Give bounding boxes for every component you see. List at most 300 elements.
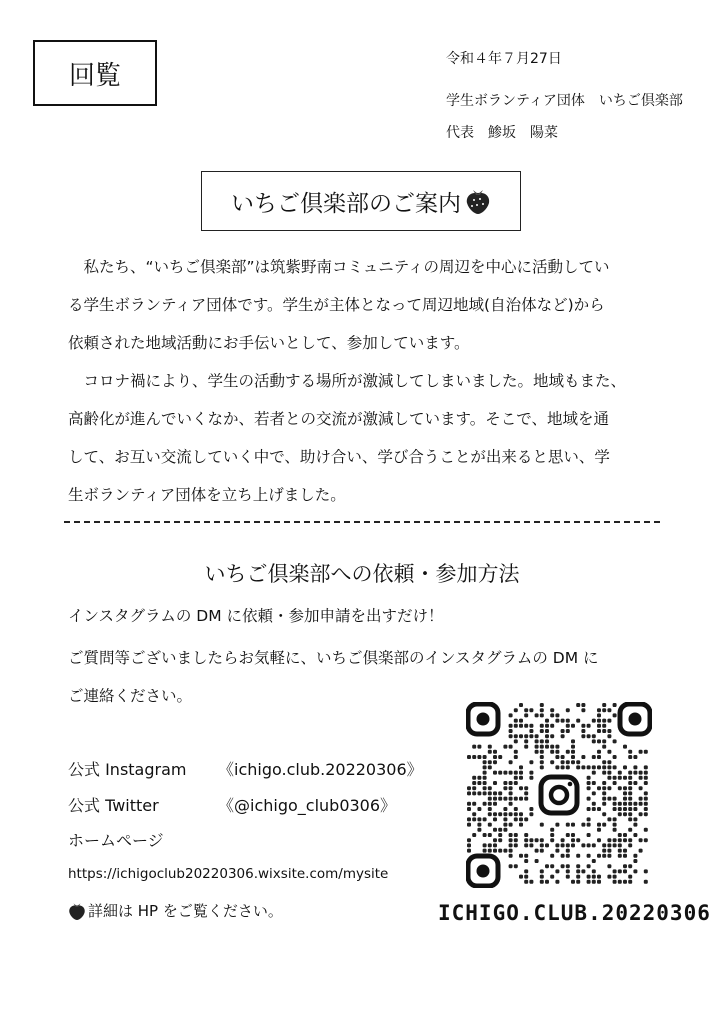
qr-module <box>514 771 518 775</box>
qr-module <box>587 765 591 769</box>
qr-module <box>566 843 570 847</box>
qr-module <box>613 713 617 717</box>
qr-module <box>472 812 476 816</box>
qr-module <box>467 807 471 811</box>
qr-module <box>483 781 487 785</box>
qr-module <box>483 791 487 795</box>
qr-module <box>597 807 601 811</box>
qr-module <box>540 755 544 759</box>
qr-module <box>524 734 528 738</box>
qr-module <box>618 786 622 790</box>
qr-module <box>498 797 502 801</box>
qr-module <box>472 791 476 795</box>
qr-module <box>613 875 617 879</box>
instagram-icon <box>537 773 581 817</box>
qr-module <box>628 812 632 816</box>
qr-module <box>602 849 606 853</box>
qr-module <box>535 838 539 842</box>
qr-module <box>519 771 523 775</box>
qr-module <box>498 828 502 832</box>
qr-module <box>503 786 507 790</box>
qr-module <box>587 843 591 847</box>
qr-module <box>483 817 487 821</box>
qr-module <box>550 713 554 717</box>
qr-module <box>628 817 632 821</box>
qr-module <box>613 755 617 759</box>
qr-module <box>602 786 606 790</box>
qr-module <box>597 880 601 884</box>
qr-module <box>571 724 575 728</box>
qr-module <box>529 771 533 775</box>
qr-module <box>524 838 528 842</box>
qr-module <box>581 708 585 712</box>
homepage-label: ホームページ <box>68 831 164 850</box>
qr-module <box>602 703 606 707</box>
qr-module <box>607 771 611 775</box>
qr-module <box>618 812 622 816</box>
qr-module <box>550 724 554 728</box>
qr-module <box>587 864 591 868</box>
instagram-label: 公式 Instagram <box>68 760 187 779</box>
howto-line: ご質問等ございましたらお気軽に、いちご倶楽部のインスタグラムの DM に <box>68 649 599 667</box>
qr-module <box>628 797 632 801</box>
qr-module <box>607 864 611 868</box>
qr-module <box>644 791 648 795</box>
qr-module <box>503 745 507 749</box>
qr-module <box>483 786 487 790</box>
qr-module <box>576 703 580 707</box>
qr-module <box>613 765 617 769</box>
qr-module <box>592 875 596 879</box>
qr-module <box>639 750 643 754</box>
qr-module <box>493 781 497 785</box>
qr-module <box>592 771 596 775</box>
page-title: いちご倶楽部のご案内 <box>231 190 461 217</box>
qr-module <box>644 750 648 754</box>
qr-module <box>493 760 497 764</box>
qr-module <box>503 797 507 801</box>
qr-module <box>540 843 544 847</box>
qr-module <box>581 843 585 847</box>
title-box <box>201 171 521 231</box>
qr-module <box>467 791 471 795</box>
qr-module <box>509 745 513 749</box>
qr-module <box>540 750 544 754</box>
qr-module <box>488 849 492 853</box>
qr-module <box>535 734 539 738</box>
qr-module <box>566 729 570 733</box>
qr-module <box>576 765 580 769</box>
qr-module <box>472 786 476 790</box>
qr-module <box>509 864 513 868</box>
qr-module <box>587 823 591 827</box>
qr-module <box>566 869 570 873</box>
qr-module <box>545 724 549 728</box>
howto-heading: いちご倶楽部への依頼・参加方法 <box>204 562 520 586</box>
qr-module <box>623 838 627 842</box>
qr-module <box>488 750 492 754</box>
qr-module <box>576 838 580 842</box>
howto-line: インスタグラムの DM に依頼・参加申請を出すだけ！ <box>68 607 444 625</box>
qr-module <box>613 869 617 873</box>
qr-module <box>581 765 585 769</box>
qr-module <box>555 880 559 884</box>
intro-line: る学生ボランティア団体です。学生が主体となって周辺地域(自治体など)から <box>68 296 605 314</box>
qr-module <box>644 807 648 811</box>
homepage-url[interactable]: https://ichigoclub20220306.wixsite.com/mysite <box>68 866 389 882</box>
qr-module <box>509 823 513 827</box>
qr-module <box>472 802 476 806</box>
qr-module <box>540 765 544 769</box>
qr-module <box>566 724 570 728</box>
qr-module <box>623 812 627 816</box>
qr-module <box>597 823 601 827</box>
qr-module <box>607 786 611 790</box>
qr-module <box>477 817 481 821</box>
qr-module <box>607 729 611 733</box>
qr-module <box>592 869 596 873</box>
qr-module <box>519 875 523 879</box>
qr-module <box>472 745 476 749</box>
qr-module <box>555 713 559 717</box>
qr-module <box>623 869 627 873</box>
qr-module <box>597 854 601 858</box>
qr-module <box>618 869 622 873</box>
qr-module <box>488 791 492 795</box>
qr-module <box>509 802 513 806</box>
qr-module <box>576 864 580 868</box>
qr-module <box>524 875 528 879</box>
qr-module <box>519 797 523 801</box>
qr-module <box>566 823 570 827</box>
qr-module <box>587 781 591 785</box>
qr-module <box>597 828 601 832</box>
qr-module <box>592 765 596 769</box>
qr-module <box>493 755 497 759</box>
qr-module <box>550 734 554 738</box>
qr-module <box>540 838 544 842</box>
qr-module <box>514 734 518 738</box>
qr-module <box>498 755 502 759</box>
qr-module <box>509 713 513 717</box>
qr-module <box>514 812 518 816</box>
qr-module <box>566 833 570 837</box>
qr-module <box>529 843 533 847</box>
qr-module <box>592 719 596 723</box>
qr-module <box>519 719 523 723</box>
qr-module <box>628 843 632 847</box>
intro-paragraph-2 <box>68 362 668 514</box>
qr-module <box>633 823 637 827</box>
qr-module <box>628 771 632 775</box>
qr-module <box>540 880 544 884</box>
qr-module <box>488 833 492 837</box>
qr-module <box>607 719 611 723</box>
qr-module <box>571 739 575 743</box>
qr-module <box>607 760 611 764</box>
qr-module <box>597 739 601 743</box>
qr-module <box>602 765 606 769</box>
qr-module <box>514 708 518 712</box>
qr-module <box>639 786 643 790</box>
qr-module <box>592 843 596 847</box>
qr-module <box>602 719 606 723</box>
qr-module <box>644 771 648 775</box>
qr-code[interactable] <box>466 702 652 888</box>
qr-module <box>524 708 528 712</box>
qr-module <box>576 880 580 884</box>
qr-module <box>618 771 622 775</box>
qr-module <box>529 724 533 728</box>
qr-module <box>633 802 637 806</box>
qr-module <box>623 797 627 801</box>
qr-module <box>597 724 601 728</box>
qr-module <box>613 781 617 785</box>
qr-module <box>618 776 622 780</box>
qr-module <box>644 838 648 842</box>
qr-module <box>503 849 507 853</box>
qr-module <box>519 854 523 858</box>
qr-module <box>587 875 591 879</box>
qr-module <box>514 781 518 785</box>
qr-module <box>571 745 575 749</box>
qr-module <box>498 833 502 837</box>
qr-module <box>555 849 559 853</box>
qr-module <box>514 864 518 868</box>
qr-module <box>488 812 492 816</box>
qr-module <box>555 823 559 827</box>
qr-module <box>602 791 606 795</box>
qr-module <box>587 724 591 728</box>
qr-module <box>472 817 476 821</box>
qr-module <box>571 823 575 827</box>
qr-module <box>529 760 533 764</box>
qr-module <box>607 843 611 847</box>
qr-module <box>519 776 523 780</box>
qr-module <box>628 864 632 868</box>
qr-module <box>566 719 570 723</box>
qr-module <box>545 729 549 733</box>
qr-module <box>514 724 518 728</box>
qr-module <box>633 765 637 769</box>
qr-module <box>545 880 549 884</box>
qr-module <box>467 849 471 853</box>
qr-module <box>540 745 544 749</box>
qr-module <box>493 791 497 795</box>
qr-module <box>540 760 544 764</box>
qr-module <box>477 823 481 827</box>
qr-module <box>566 750 570 754</box>
qr-module <box>633 869 637 873</box>
qr-module <box>535 713 539 717</box>
qr-module <box>529 838 533 842</box>
qr-module <box>535 859 539 863</box>
qr-module <box>602 797 606 801</box>
qr-module <box>493 838 497 842</box>
qr-module <box>618 854 622 858</box>
qr-module <box>483 765 487 769</box>
qr-module <box>561 838 565 842</box>
qr-module <box>644 776 648 780</box>
qr-module <box>628 880 632 884</box>
qr-module <box>493 771 497 775</box>
qr-module <box>488 786 492 790</box>
qr-module <box>509 724 513 728</box>
qr-module <box>587 807 591 811</box>
qr-module <box>597 719 601 723</box>
qr-module <box>514 776 518 780</box>
qr-module <box>597 838 601 842</box>
intro-paragraph-1 <box>68 248 668 362</box>
qr-module <box>509 729 513 733</box>
qr-module <box>550 833 554 837</box>
qr-module <box>503 812 507 816</box>
date: 令和４年７月27日 <box>446 51 562 67</box>
qr-module <box>524 859 528 863</box>
qr-module <box>592 880 596 884</box>
instagram-handle[interactable]: 《ichigo.club.20220306》 <box>218 760 423 779</box>
qr-module <box>472 755 476 759</box>
qr-module <box>597 713 601 717</box>
qr-module <box>483 760 487 764</box>
qr-module <box>529 807 533 811</box>
qr-module <box>519 812 523 816</box>
qr-module <box>488 745 492 749</box>
qr-module <box>613 802 617 806</box>
qr-module <box>550 745 554 749</box>
qr-finder-top-right <box>620 704 650 734</box>
qr-module <box>597 708 601 712</box>
representative: 代表 鯵坂 陽菜 <box>446 125 558 141</box>
intro-line: して、お互い交流していく中で、助け合い、学び合うことが出来ると思い、学 <box>68 448 610 466</box>
qr-module <box>524 786 528 790</box>
qr-module <box>581 755 585 759</box>
qr-module <box>477 807 481 811</box>
qr-module <box>503 828 507 832</box>
twitter-handle[interactable]: 《@ichigo_club0306》 <box>218 796 397 815</box>
howto-line: ご連絡ください。 <box>68 687 193 705</box>
qr-module <box>561 755 565 759</box>
qr-module <box>644 797 648 801</box>
qr-module <box>493 843 497 847</box>
qr-module <box>644 869 648 873</box>
qr-module <box>472 776 476 780</box>
qr-module <box>587 880 591 884</box>
qr-module <box>550 708 554 712</box>
qr-module <box>519 765 523 769</box>
qr-module <box>529 729 533 733</box>
qr-module <box>498 849 502 853</box>
qr-module <box>514 807 518 811</box>
qr-module <box>607 776 611 780</box>
qr-module <box>524 869 528 873</box>
qr-module <box>566 760 570 764</box>
qr-module <box>540 703 544 707</box>
qr-module <box>613 838 617 842</box>
qr-module <box>467 802 471 806</box>
qr-module <box>535 750 539 754</box>
qr-module <box>628 875 632 879</box>
qr-module <box>540 823 544 827</box>
qr-module <box>561 854 565 858</box>
intro-line: コロナ禍により、学生の活動する場所が激減してしまいました。地域もまた、 <box>83 372 627 390</box>
qr-module <box>477 776 481 780</box>
qr-module <box>488 797 492 801</box>
qr-module <box>571 880 575 884</box>
qr-module <box>467 823 471 827</box>
qr-module <box>602 843 606 847</box>
qr-module <box>613 797 617 801</box>
qr-module <box>571 755 575 759</box>
qr-module <box>566 765 570 769</box>
qr-module <box>529 734 533 738</box>
qr-module <box>467 843 471 847</box>
hp-note-text: 詳細は HP をご覧ください。 <box>88 902 283 920</box>
qr-module <box>587 854 591 858</box>
qr-module <box>514 719 518 723</box>
qr-module <box>503 771 507 775</box>
organization: 学生ボランティア団体 いちご倶楽部 <box>446 93 683 109</box>
qr-module <box>607 838 611 842</box>
qr-module <box>529 812 533 816</box>
qr-module <box>483 771 487 775</box>
qr-module <box>623 880 627 884</box>
qr-module <box>498 812 502 816</box>
qr-module <box>519 786 523 790</box>
qr-module <box>514 817 518 821</box>
qr-module <box>613 703 617 707</box>
qr-module <box>503 817 507 821</box>
qr-module <box>550 760 554 764</box>
qr-module <box>519 703 523 707</box>
qr-module <box>540 708 544 712</box>
qr-module <box>602 729 606 733</box>
qr-module <box>644 880 648 884</box>
qr-module <box>555 719 559 723</box>
qr-module <box>472 833 476 837</box>
qr-module <box>524 713 528 717</box>
qr-module <box>566 864 570 868</box>
qr-module <box>644 812 648 816</box>
qr-module <box>488 760 492 764</box>
qr-module <box>493 802 497 806</box>
qr-module <box>561 734 565 738</box>
qr-module <box>535 739 539 743</box>
qr-module <box>483 849 487 853</box>
qr-module <box>483 833 487 837</box>
qr-module <box>535 745 539 749</box>
qr-module <box>628 838 632 842</box>
qr-module <box>519 724 523 728</box>
qr-module <box>644 828 648 832</box>
qr-module <box>607 817 611 821</box>
qr-module <box>467 755 471 759</box>
qr-module <box>509 786 513 790</box>
qr-module <box>618 802 622 806</box>
intro-line: 高齢化が進んでいくなか、若者との交流が激減しています。そこで、地域を通 <box>68 410 609 428</box>
qr-module <box>613 807 617 811</box>
qr-module <box>566 875 570 879</box>
qr-module <box>613 823 617 827</box>
qr-module <box>509 797 513 801</box>
qr-module <box>519 817 523 821</box>
qr-module <box>587 833 591 837</box>
qr-module <box>555 869 559 873</box>
qr-module <box>529 880 533 884</box>
qr-module <box>477 755 481 759</box>
qr-module <box>602 823 606 827</box>
qr-module <box>602 812 606 816</box>
